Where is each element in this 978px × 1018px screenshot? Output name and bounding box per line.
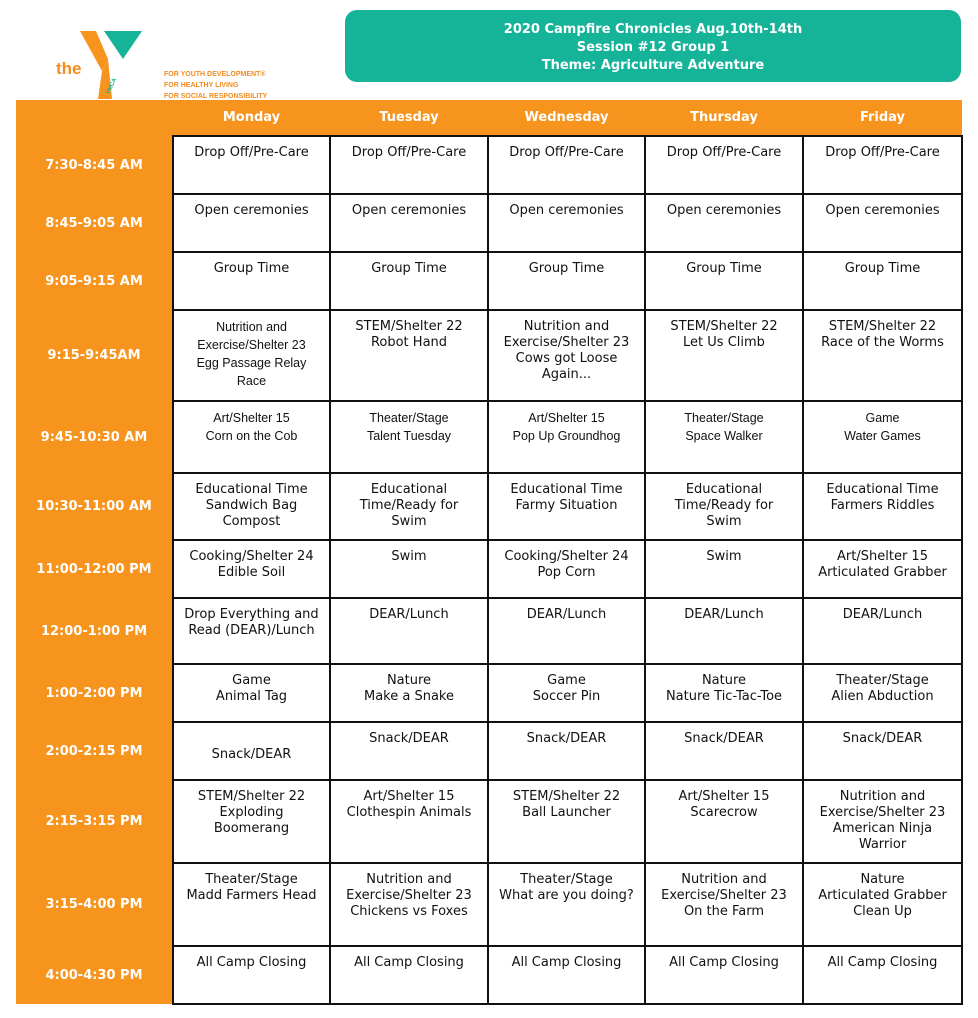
activity-text: Open ceremonies — [666, 203, 782, 218]
activity-cell — [173, 473, 330, 540]
time-slot-label: 12:00-1:00 PM — [16, 598, 173, 664]
activity-text: Drop Off/Pre-Care — [825, 145, 940, 160]
activity-cell — [330, 252, 488, 310]
activity-text: Group Time — [686, 261, 762, 276]
activity-cell — [488, 722, 645, 780]
activity-text: Educational Time Farmers Riddles — [826, 482, 939, 513]
schedule-row — [16, 252, 962, 310]
activity-text: Drop Off/Pre-Care — [194, 145, 309, 160]
activity-text: Drop Off/Pre-Care — [509, 145, 624, 160]
activity-text: Theater/Stage What are you doing? — [499, 872, 634, 903]
activity-text: Nature Nature Tic-Tac-Toe — [665, 673, 783, 704]
banner-session: Session #12 Group 1 — [576, 40, 730, 55]
activity-cell — [173, 863, 330, 946]
activity-text: Theater/Stage Alien Abduction — [831, 673, 934, 704]
schedule-row — [16, 473, 962, 540]
schedule-row — [16, 540, 962, 598]
svg-text:YMCA: YMCA — [105, 77, 119, 96]
activity-text: Game Animal Tag — [215, 673, 288, 704]
activity-text: All Camp Closing — [827, 955, 938, 970]
activity-cell — [173, 598, 330, 664]
schedule-row — [16, 722, 962, 780]
day-header-wednesday: Wednesday — [488, 100, 645, 136]
schedule-row — [16, 780, 962, 863]
activity-text: Snack/DEAR — [684, 731, 764, 746]
activity-cell — [645, 780, 803, 863]
corner-cell — [16, 100, 173, 136]
schedule-row — [16, 598, 962, 664]
activity-text: Educational Time Sandwich Bag Compost — [195, 482, 308, 529]
activity-cell — [330, 401, 488, 473]
schedule-row — [16, 194, 962, 252]
activity-cell — [645, 136, 803, 194]
schedule-row — [16, 310, 962, 401]
activity-text: Open ceremonies — [509, 203, 624, 218]
activity-text: All Camp Closing — [511, 955, 622, 970]
activity-cell — [488, 401, 645, 473]
time-slot-label: 11:00-12:00 PM — [16, 540, 173, 598]
activity-text: DEAR/Lunch — [842, 607, 923, 622]
activity-cell — [645, 252, 803, 310]
schedule-body — [16, 136, 962, 1004]
activity-cell — [173, 194, 330, 252]
activity-cell — [330, 194, 488, 252]
ymca-logo — [50, 25, 290, 103]
activity-text: Cooking/Shelter 24 Pop Corn — [504, 549, 629, 580]
time-slot-label: 10:30-11:00 AM — [16, 473, 173, 540]
activity-cell — [645, 863, 803, 946]
activity-text: Snack/DEAR — [526, 731, 607, 746]
activity-text: Group Time — [213, 261, 290, 276]
activity-text: DEAR/Lunch — [684, 607, 764, 622]
time-slot-label: 1:00-2:00 PM — [16, 664, 173, 722]
activity-text: DEAR/Lunch — [526, 607, 607, 622]
activity-cell — [173, 310, 330, 401]
activity-cell — [488, 473, 645, 540]
activity-text: Art/Shelter 15 Clothespin Animals — [346, 789, 472, 820]
title-banner — [345, 10, 961, 82]
time-slot-label: 9:15-9:45AM — [16, 310, 173, 401]
activity-text: Group Time — [528, 261, 605, 276]
day-header-monday: Monday — [173, 100, 330, 136]
activity-text: Art/Shelter 15 Articulated Grabber — [818, 549, 947, 580]
activity-cell — [488, 598, 645, 664]
activity-cell — [803, 310, 962, 401]
activity-cell — [803, 863, 962, 946]
activity-cell — [488, 863, 645, 946]
activity-text: Theater/Stage Madd Farmers Head — [186, 872, 317, 903]
activity-cell — [488, 194, 645, 252]
activity-cell — [330, 946, 488, 1004]
activity-cell — [803, 136, 962, 194]
activity-cell — [803, 780, 962, 863]
activity-cell — [173, 136, 330, 194]
activity-text: Nature Make a Snake — [364, 673, 454, 704]
time-slot-label: 4:00-4:30 PM — [16, 946, 173, 1004]
activity-text: Group Time — [371, 261, 447, 276]
activity-text: Cooking/Shelter 24 Edible Soil — [189, 549, 314, 580]
banner-theme: Theme: Agriculture Adventure — [541, 58, 765, 73]
day-header-thursday: Thursday — [645, 100, 803, 136]
activity-cell — [488, 780, 645, 863]
activity-text: Nature Articulated Grabber Clean Up — [818, 872, 947, 919]
activity-cell — [645, 473, 803, 540]
schedule-table — [16, 100, 963, 1005]
activity-cell — [330, 598, 488, 664]
activity-text: Snack/DEAR — [211, 747, 292, 762]
activity-cell — [488, 310, 645, 401]
tagline-line: FOR HEALTHY LIVING — [164, 82, 239, 89]
activity-cell — [488, 252, 645, 310]
activity-text: Open ceremonies — [194, 203, 309, 218]
activity-text: Swim — [391, 549, 427, 564]
activity-text: Educational Time/Ready for Swim — [674, 482, 774, 529]
activity-cell — [645, 722, 803, 780]
activity-text: Drop Everything and Read (DEAR)/Lunch — [184, 607, 319, 638]
activity-text: Group Time — [844, 261, 921, 276]
activity-text: Drop Off/Pre-Care — [666, 145, 782, 160]
banner-title: 2020 Campfire Chronicles Aug.10th-14th — [503, 22, 803, 37]
activity-cell — [330, 664, 488, 722]
activity-cell — [173, 780, 330, 863]
activity-cell — [173, 540, 330, 598]
activity-text: Educational Time Farmy Situation — [510, 482, 623, 513]
activity-text: STEM/Shelter 22 Race of the Worms — [821, 319, 944, 350]
activity-text: Snack/DEAR — [842, 731, 923, 746]
time-slot-label: 9:05-9:15 AM — [16, 252, 173, 310]
activity-text: Nutrition and Exercise/Shelter 23 Cows got Loose Again... — [503, 319, 630, 382]
activity-cell — [330, 863, 488, 946]
day-header-friday: Friday — [803, 100, 962, 136]
activity-text: Nutrition and Exercise/Shelter 23 On the Farm — [661, 872, 787, 919]
activity-cell — [488, 540, 645, 598]
activity-text: Theater/Stage Space Walker — [684, 411, 764, 443]
activity-text: STEM/Shelter 22 Robot Hand — [355, 319, 463, 350]
time-slot-label: 3:15-4:00 PM — [16, 863, 173, 946]
activity-text: Art/Shelter 15 Pop Up Groundhog — [512, 411, 621, 443]
activity-text: Snack/DEAR — [369, 731, 449, 746]
activity-cell — [645, 310, 803, 401]
activity-cell — [330, 136, 488, 194]
time-slot-label: 2:00-2:15 PM — [16, 722, 173, 780]
activity-cell — [330, 722, 488, 780]
time-slot-label: 8:45-9:05 AM — [16, 194, 173, 252]
activity-cell — [803, 540, 962, 598]
day-header-tuesday: Tuesday — [330, 100, 488, 136]
activity-cell — [803, 598, 962, 664]
activity-text: Art/Shelter 15 Corn on the Cob — [205, 411, 298, 443]
activity-cell — [645, 401, 803, 473]
activity-cell — [803, 473, 962, 540]
activity-text: Theater/Stage Talent Tuesday — [366, 411, 452, 443]
activity-cell — [173, 252, 330, 310]
activity-cell — [488, 664, 645, 722]
activity-cell — [803, 946, 962, 1004]
activity-cell — [330, 540, 488, 598]
logo-the-text: the — [56, 59, 82, 78]
activity-text: STEM/Shelter 22 Ball Launcher — [512, 789, 621, 820]
time-slot-label: 7:30-8:45 AM — [16, 136, 173, 194]
activity-cell — [330, 780, 488, 863]
time-slot-label: 2:15-3:15 PM — [16, 780, 173, 863]
activity-text: Nutrition and Exercise/Shelter 23 Chickens vs Foxes — [346, 872, 472, 919]
logo-tagline — [164, 69, 267, 102]
activity-cell — [488, 136, 645, 194]
activity-text: Game Soccer Pin — [532, 673, 601, 704]
activity-cell — [173, 946, 330, 1004]
activity-cell — [173, 722, 330, 780]
activity-text: Nutrition and Exercise/Shelter 23 Egg Passage Relay Race — [196, 320, 307, 388]
activity-text: All Camp Closing — [354, 955, 464, 970]
activity-cell — [645, 540, 803, 598]
activity-text: Open ceremonies — [351, 203, 467, 218]
schedule-row — [16, 136, 962, 194]
activity-text: Educational Time/Ready for Swim — [359, 482, 459, 529]
activity-text: Game Water Games — [844, 411, 921, 443]
activity-text: All Camp Closing — [196, 955, 307, 970]
schedule-row — [16, 863, 962, 946]
activity-text: Drop Off/Pre-Care — [351, 145, 467, 160]
activity-cell — [803, 194, 962, 252]
activity-cell — [645, 664, 803, 722]
activity-cell — [488, 946, 645, 1004]
activity-cell — [645, 598, 803, 664]
activity-cell — [803, 664, 962, 722]
activity-text: STEM/Shelter 22 Let Us Climb — [670, 319, 778, 350]
activity-cell — [645, 194, 803, 252]
activity-text: Swim — [706, 549, 742, 564]
schedule-row — [16, 401, 962, 473]
activity-cell — [645, 946, 803, 1004]
activity-text: Art/Shelter 15 Scarecrow — [678, 789, 770, 820]
activity-text: STEM/Shelter 22 Exploding Boomerang — [197, 789, 306, 836]
activity-text: Open ceremonies — [825, 203, 940, 218]
activity-text: DEAR/Lunch — [369, 607, 449, 622]
activity-text: Nutrition and Exercise/Shelter 23 American Ninja Warrior — [819, 789, 946, 852]
day-header-row — [16, 100, 962, 136]
schedule-row — [16, 946, 962, 1004]
activity-cell — [803, 722, 962, 780]
tagline-line: FOR SOCIAL RESPONSIBILITY — [164, 93, 268, 100]
activity-cell — [173, 401, 330, 473]
time-slot-label: 9:45-10:30 AM — [16, 401, 173, 473]
tagline-line: FOR YOUTH DEVELOPMENT® — [164, 71, 266, 78]
activity-cell — [803, 401, 962, 473]
activity-cell — [173, 664, 330, 722]
activity-cell — [330, 310, 488, 401]
activity-cell — [330, 473, 488, 540]
activity-text: All Camp Closing — [669, 955, 779, 970]
activity-cell — [803, 252, 962, 310]
schedule-row — [16, 664, 962, 722]
